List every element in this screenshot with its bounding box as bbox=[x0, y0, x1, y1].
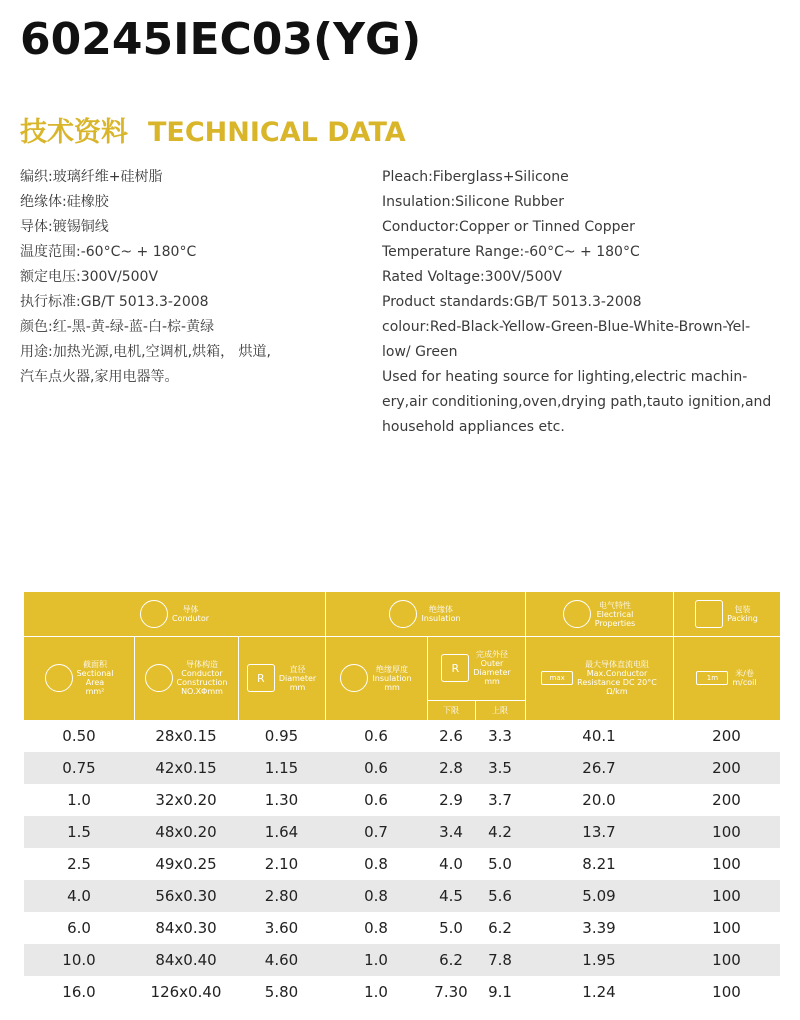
table-header bbox=[24, 592, 780, 720]
col-diameter-en: Diameter bbox=[278, 673, 317, 683]
cell-diameter: 3.60 bbox=[264, 919, 299, 937]
cell-diameter: 2.10 bbox=[264, 855, 299, 873]
spec-line: 用途:加热光源,电机,空调机,烘箱， 烘道, bbox=[20, 344, 271, 360]
cell-area: 0.50 bbox=[62, 727, 96, 745]
cell-diameter: 1.30 bbox=[264, 791, 299, 809]
cell-outer-lower: 5.0 bbox=[439, 919, 463, 937]
table-row bbox=[24, 816, 780, 848]
table-row bbox=[24, 976, 780, 1008]
col-area-cn: 截面积 bbox=[82, 660, 107, 669]
table-row bbox=[24, 720, 780, 752]
col-coil-cn: 米/卷 bbox=[735, 669, 754, 678]
cell-resistance: 1.24 bbox=[582, 983, 616, 1001]
col-area-en1: Sectional bbox=[76, 669, 114, 678]
cell-thickness: 0.7 bbox=[364, 823, 388, 841]
resistor-icon bbox=[563, 600, 591, 628]
col-area-header bbox=[24, 636, 134, 720]
group-packing-en: Packing bbox=[727, 614, 758, 623]
cell-resistance: 40.1 bbox=[582, 727, 616, 745]
product-title: 60245IEC03(YG) bbox=[20, 14, 422, 65]
cell-resistance: 20.0 bbox=[582, 791, 616, 809]
cell-thickness: 0.6 bbox=[364, 791, 388, 809]
cell-outer-upper: 3.7 bbox=[488, 791, 512, 809]
group-electrical-cn: 电气特性 bbox=[599, 600, 631, 610]
cell-coil: 200 bbox=[712, 759, 741, 777]
header-divider bbox=[325, 592, 326, 720]
cell-outer-lower: 7.30 bbox=[434, 983, 468, 1001]
col-construction-unit: NO.XΦmm bbox=[181, 687, 223, 696]
col-outer-upper: 上限 bbox=[492, 705, 508, 715]
col-construction-cn: 导体构造 bbox=[186, 660, 218, 669]
spec-line: household appliances etc. bbox=[382, 419, 565, 435]
group-insulation bbox=[325, 592, 525, 636]
group-conductor-cn: 导体 bbox=[182, 605, 199, 614]
col-thickness-unit: mm bbox=[384, 682, 400, 692]
spec-list-en bbox=[382, 165, 782, 440]
cable-cross-section-icon bbox=[45, 664, 73, 692]
cell-outer-upper: 3.3 bbox=[488, 727, 512, 745]
spec-line: Used for heating source for lighting,electric machin- bbox=[382, 369, 748, 385]
col-area-unit: mm² bbox=[85, 687, 105, 696]
cell-construction: 48x0.20 bbox=[155, 823, 217, 841]
cell-diameter: 0.95 bbox=[264, 727, 299, 745]
table-row bbox=[24, 880, 780, 912]
col-thickness-header bbox=[325, 636, 427, 720]
cell-construction: 42x0.15 bbox=[155, 759, 217, 777]
col-outer-en1: Outer bbox=[480, 659, 504, 668]
col-diameter-header bbox=[238, 636, 325, 720]
cell-outer-upper: 3.5 bbox=[488, 759, 512, 777]
spec-line: 执行标准:GB/T 5013.3-2008 bbox=[20, 294, 209, 310]
header-divider bbox=[525, 592, 526, 720]
cell-outer-upper: 4.2 bbox=[488, 823, 512, 841]
cell-diameter: 1.64 bbox=[264, 823, 299, 841]
col-diameter-cn: 直径 bbox=[289, 664, 306, 674]
cell-coil: 100 bbox=[712, 919, 741, 937]
col-construction-header bbox=[134, 636, 238, 720]
header-divider bbox=[427, 700, 525, 701]
cell-resistance: 3.39 bbox=[582, 919, 616, 937]
cell-diameter: 2.80 bbox=[264, 887, 299, 905]
cell-outer-upper: 6.2 bbox=[488, 919, 512, 937]
technical-table bbox=[24, 592, 780, 1008]
col-resistance-header bbox=[525, 636, 673, 720]
cell-outer-upper: 5.0 bbox=[488, 855, 512, 873]
group-packing bbox=[673, 592, 780, 636]
cell-coil: 100 bbox=[712, 887, 741, 905]
cell-outer-lower: 3.4 bbox=[439, 823, 463, 841]
lightning-icon bbox=[389, 600, 417, 628]
cell-area: 0.75 bbox=[62, 759, 96, 777]
radius-icon: R bbox=[247, 664, 275, 692]
cell-area: 10.0 bbox=[62, 951, 96, 969]
cell-thickness: 0.6 bbox=[364, 727, 388, 745]
spec-line: ery,air conditioning,oven,drying path,tauto ignition,and bbox=[382, 394, 772, 410]
cell-resistance: 5.09 bbox=[582, 887, 616, 905]
cell-resistance: 8.21 bbox=[582, 855, 616, 873]
header-divider bbox=[673, 592, 674, 720]
cell-diameter: 4.60 bbox=[264, 951, 299, 969]
cell-thickness: 0.8 bbox=[364, 887, 388, 905]
cell-outer-lower: 4.0 bbox=[439, 855, 463, 873]
cell-area: 1.0 bbox=[67, 791, 91, 809]
coil-icon bbox=[695, 600, 723, 628]
group-packing-cn: 包装 bbox=[734, 605, 751, 614]
group-conductor-en: Condutor bbox=[171, 614, 210, 623]
col-resistance-en1: Max.Conductor bbox=[586, 669, 648, 678]
spec-line: Temperature Range:-60°C~ + 180°C bbox=[382, 244, 640, 260]
header-divider bbox=[24, 636, 780, 637]
spec-line: 温度范围:-60°C~ + 180°C bbox=[20, 244, 197, 260]
col-thickness-cn: 绝缘厚度 bbox=[376, 664, 408, 674]
cell-area: 16.0 bbox=[62, 983, 96, 1001]
cell-coil: 100 bbox=[712, 951, 741, 969]
spec-line: Product standards:GB/T 5013.3-2008 bbox=[382, 294, 642, 310]
spec-line: low/ Green bbox=[382, 344, 458, 360]
spec-line: 导体:镀锡铜线 bbox=[20, 219, 109, 235]
col-outer-unit: mm bbox=[484, 677, 500, 686]
cell-resistance: 26.7 bbox=[582, 759, 616, 777]
spec-line: 颜色:红-黑-黄-绿-蓝-白-棕-黄绿 bbox=[20, 319, 215, 335]
col-outer-lower: 下限 bbox=[443, 705, 459, 715]
group-conductor bbox=[24, 592, 325, 636]
spec-line: Pleach:Fiberglass+Silicone bbox=[382, 169, 569, 185]
spec-line: 汽车点火器,家用电器等。 bbox=[20, 369, 179, 385]
cell-outer-upper: 5.6 bbox=[488, 887, 512, 905]
section-heading bbox=[20, 110, 406, 149]
spec-list-cn bbox=[20, 165, 365, 390]
col-resistance-en2: Resistance DC 20°C bbox=[577, 678, 657, 687]
cell-outer-lower: 2.8 bbox=[439, 759, 463, 777]
cell-coil: 200 bbox=[712, 727, 741, 745]
group-electrical-en1: Electrical bbox=[596, 609, 634, 619]
spec-line: colour:Red-Black-Yellow-Green-Blue-White-Brown-Yel- bbox=[382, 319, 751, 335]
radius-icon: R bbox=[441, 654, 469, 682]
col-diameter-unit: mm bbox=[289, 682, 306, 692]
col-resistance-unit: Ω/km bbox=[606, 687, 628, 696]
cell-construction: 49x0.25 bbox=[155, 855, 217, 873]
spec-line: 编织:玻璃纤维+硅树脂 bbox=[20, 169, 163, 185]
cell-diameter: 5.80 bbox=[264, 983, 299, 1001]
col-construction-en1: Conductor bbox=[181, 669, 223, 678]
col-outer-cn: 完成外径 bbox=[475, 650, 508, 659]
section-heading-en: TECHNICAL DATA bbox=[148, 117, 406, 148]
cell-thickness: 0.8 bbox=[364, 855, 388, 873]
cell-thickness: 0.8 bbox=[364, 919, 388, 937]
cell-construction: 126x0.40 bbox=[150, 983, 222, 1001]
cell-outer-lower: 2.9 bbox=[439, 791, 463, 809]
cell-construction: 56x0.30 bbox=[155, 887, 217, 905]
cell-area: 4.0 bbox=[67, 887, 91, 905]
cell-construction: 84x0.40 bbox=[155, 951, 217, 969]
group-insulation-en: Insulation bbox=[421, 614, 461, 623]
col-outer-en2: Diameter bbox=[473, 668, 511, 677]
max-icon: max bbox=[541, 671, 573, 685]
cell-thickness: 1.0 bbox=[364, 983, 388, 1001]
header-divider bbox=[134, 636, 135, 720]
wire-strand-icon bbox=[140, 600, 168, 628]
table-row bbox=[24, 848, 780, 880]
col-thickness-en: Insulation bbox=[372, 673, 412, 683]
table-body bbox=[24, 720, 780, 1008]
spec-line: 绝缘体:硅橡胶 bbox=[20, 194, 109, 210]
spec-line: 额定电压:300V/500V bbox=[20, 269, 159, 285]
cell-outer-upper: 9.1 bbox=[488, 983, 512, 1001]
cell-outer-upper: 7.8 bbox=[488, 951, 512, 969]
cell-coil: 100 bbox=[712, 983, 741, 1001]
col-construction-en2: Construction bbox=[176, 678, 228, 687]
header-divider bbox=[475, 700, 476, 720]
cell-outer-lower: 6.2 bbox=[439, 951, 463, 969]
stranded-wire-icon bbox=[145, 664, 173, 692]
cell-coil: 100 bbox=[712, 823, 741, 841]
cell-area: 2.5 bbox=[67, 855, 91, 873]
cell-construction: 32x0.20 bbox=[155, 791, 217, 809]
group-electrical bbox=[525, 592, 673, 636]
cell-coil: 100 bbox=[712, 855, 741, 873]
section-heading-cn: 技术资料 bbox=[20, 117, 128, 148]
cell-outer-lower: 2.6 bbox=[439, 727, 463, 745]
insulated-wire-icon bbox=[340, 664, 368, 692]
col-outer-header bbox=[427, 636, 525, 700]
cell-thickness: 1.0 bbox=[364, 951, 388, 969]
header-divider bbox=[427, 636, 428, 720]
spec-line: Conductor:Copper or Tinned Copper bbox=[382, 219, 635, 235]
table-row bbox=[24, 752, 780, 784]
spec-line: Insulation:Silicone Rubber bbox=[382, 194, 565, 210]
table-row bbox=[24, 784, 780, 816]
col-coil-en: m/coil bbox=[732, 678, 757, 687]
cell-resistance: 1.95 bbox=[582, 951, 616, 969]
cell-resistance: 13.7 bbox=[582, 823, 616, 841]
col-resistance-cn: 最大导体直流电阻 bbox=[585, 660, 649, 669]
cell-coil: 200 bbox=[712, 791, 741, 809]
col-area-en2: Area bbox=[85, 678, 105, 687]
cell-area: 1.5 bbox=[67, 823, 91, 841]
col-coil-header bbox=[673, 636, 780, 720]
cell-outer-lower: 4.5 bbox=[439, 887, 463, 905]
header-divider bbox=[238, 636, 239, 720]
cell-thickness: 0.6 bbox=[364, 759, 388, 777]
table-row bbox=[24, 912, 780, 944]
cell-area: 6.0 bbox=[67, 919, 91, 937]
group-insulation-cn: 绝缘体 bbox=[429, 605, 453, 614]
cell-construction: 28x0.15 bbox=[155, 727, 217, 745]
cell-construction: 84x0.30 bbox=[155, 919, 217, 937]
meter-icon: 1m bbox=[696, 671, 728, 685]
group-electrical-en2: Properties bbox=[594, 618, 636, 628]
spec-line: Rated Voltage:300V/500V bbox=[382, 269, 562, 285]
cell-diameter: 1.15 bbox=[264, 759, 299, 777]
table-row bbox=[24, 944, 780, 976]
